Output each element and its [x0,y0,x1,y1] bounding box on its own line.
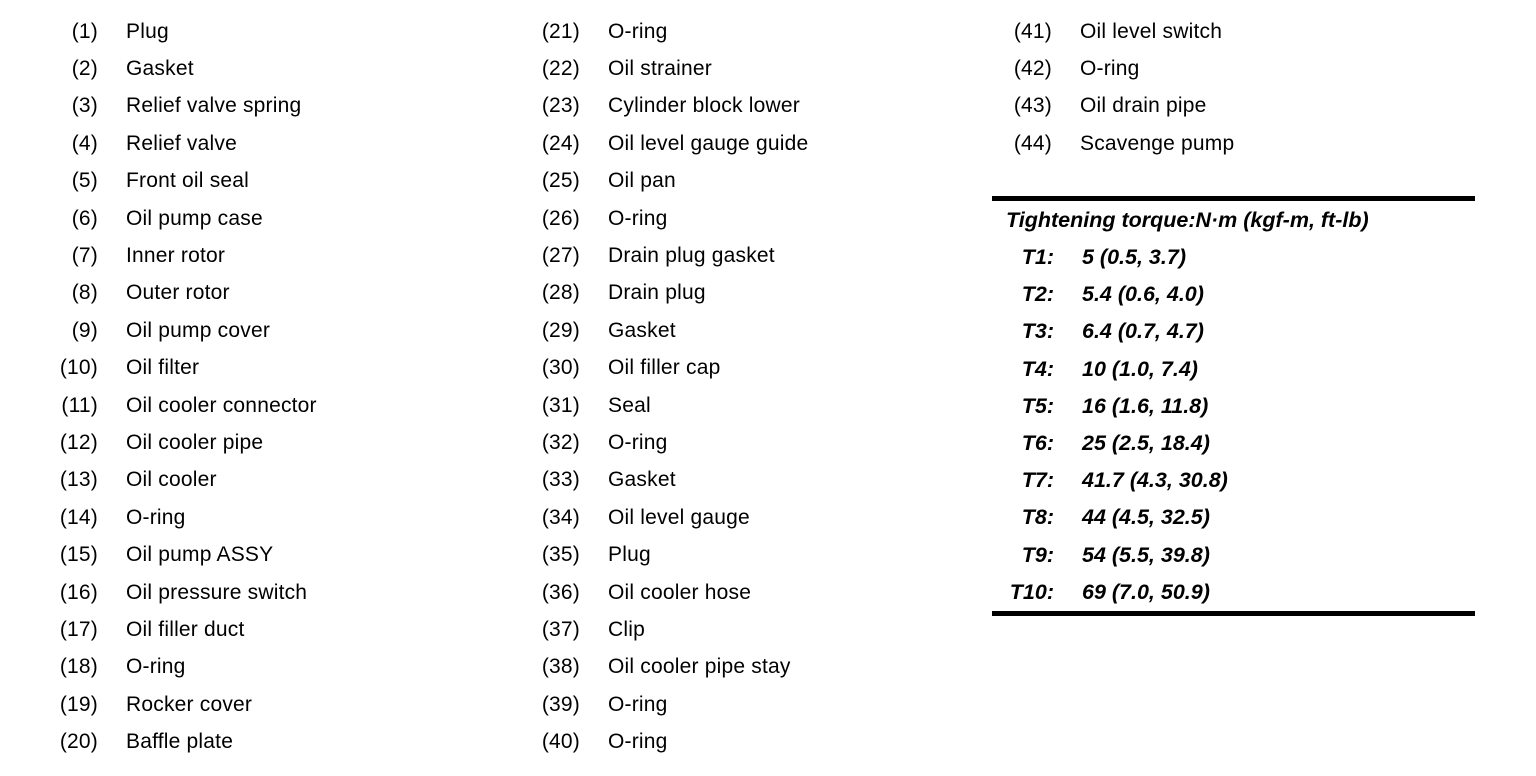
part-number: (7) [71,244,98,268]
part-name: Oil pump cover [126,318,271,342]
part-name: Gasket [608,318,676,342]
part-name: O-ring [126,505,186,529]
torque-row [992,462,1475,499]
part-number: (37) [541,617,580,641]
part-name: Oil drain pipe [1080,94,1207,118]
part-name: Plug [126,19,169,43]
part-number: (40) [541,730,580,754]
torque-value: 10 (1.0, 7.4) [1082,356,1198,381]
part-row [482,50,808,87]
part-number: (1) [71,19,98,43]
torque-label: T6: [1021,431,1054,456]
part-row [0,424,317,461]
torque-label: T8: [1021,505,1054,530]
part-row [482,350,808,387]
part-number: (3) [71,94,98,118]
part-name: Scavenge pump [1080,131,1235,155]
part-number: (19) [59,692,98,716]
part-row [0,387,317,424]
part-row [954,88,1234,125]
part-number: (21) [541,19,580,43]
part-number: (14) [59,505,98,529]
part-row [0,574,317,611]
part-row [482,424,808,461]
part-number: (9) [71,318,98,342]
part-number: (34) [541,505,580,529]
part-row [0,499,317,536]
part-number: (12) [59,430,98,454]
torque-row [992,239,1475,276]
part-row [482,611,808,648]
part-name: Outer rotor [126,281,230,305]
part-row [482,88,808,125]
part-row [482,125,808,162]
part-number: (20) [59,730,98,754]
part-name: O-ring [608,730,668,754]
part-row [482,312,808,349]
part-number: (13) [59,468,98,492]
torque-label: T7: [1021,468,1054,493]
part-name: Oil level gauge [608,505,750,529]
part-name: Gasket [608,468,676,492]
part-number: (43) [1013,94,1052,118]
torque-value: 69 (7.0, 50.9) [1082,579,1210,604]
part-name: Oil cooler connector [126,393,317,417]
part-name: Oil filler duct [126,617,245,641]
part-number: (30) [541,356,580,380]
part-name: Oil pump ASSY [126,543,274,567]
part-name: Clip [608,617,645,641]
torque-value: 6.4 (0.7, 4.7) [1082,319,1204,344]
torque-row [992,313,1475,350]
part-name: Oil pressure switch [126,580,308,604]
torque-row [992,574,1475,611]
part-row [482,163,808,200]
torque-row [992,499,1475,536]
part-name: Drain plug [608,281,706,305]
part-number: (44) [1013,131,1052,155]
part-name: Relief valve spring [126,94,302,118]
part-name: Oil filter [126,356,200,380]
torque-value: 16 (1.6, 11.8) [1082,393,1209,418]
part-row [482,237,808,274]
part-name: Oil cooler hose [608,580,752,604]
part-row [0,350,317,387]
torque-label: T3: [1021,319,1054,344]
part-row [482,536,808,573]
part-name: Plug [608,543,651,567]
part-row [482,723,808,760]
part-name: Oil level gauge guide [608,131,809,155]
torque-value: 5 (0.5, 3.7) [1082,245,1186,270]
torque-row [992,425,1475,462]
part-number: (25) [541,169,580,193]
torque-label: T4: [1021,356,1054,381]
part-number: (41) [1013,19,1052,43]
part-name: Oil pump case [126,206,263,230]
part-name: O-ring [126,655,186,679]
part-number: (23) [541,94,580,118]
part-number: (39) [541,692,580,716]
torque-row [992,351,1475,388]
part-name: O-ring [608,692,668,716]
part-number: (4) [71,131,98,155]
part-name: Oil level switch [1080,19,1223,43]
torque-label: T5: [1021,393,1054,418]
part-row [0,312,317,349]
torque-row [992,276,1475,313]
part-name: Oil cooler [126,468,217,492]
part-row [482,387,808,424]
part-row [954,13,1234,50]
part-number: (8) [71,281,98,305]
part-row [482,462,808,499]
part-number: (5) [71,169,98,193]
part-name: Oil cooler pipe stay [608,655,791,679]
torque-value: 54 (5.5, 39.8) [1082,542,1210,567]
part-row [0,462,317,499]
part-number: (22) [541,57,580,81]
part-row [482,275,808,312]
torque-label: T9: [1021,542,1054,567]
part-number: (24) [541,131,580,155]
part-row [0,88,317,125]
torque-label: T2: [1021,282,1054,307]
part-row [0,237,317,274]
part-row [482,499,808,536]
part-number: (26) [541,206,580,230]
part-name: Drain plug gasket [608,244,775,268]
part-name: Gasket [126,57,194,81]
part-number: (33) [541,468,580,492]
part-name: Oil pan [608,169,676,193]
torque-value: 5.4 (0.6, 4.0) [1082,282,1204,307]
torque-label: T10: [1009,579,1054,604]
parts-list-column-3 [954,13,1234,163]
torque-value: 25 (2.5, 18.4) [1082,431,1210,456]
part-number: (27) [541,244,580,268]
part-number: (11) [61,393,98,417]
part-row [0,611,317,648]
part-number: (28) [541,281,580,305]
part-name: Rocker cover [126,692,253,716]
part-row [954,125,1234,162]
torque-value: 41.7 (4.3, 30.8) [1082,468,1228,493]
part-name: Inner rotor [126,244,226,268]
part-number: (2) [71,57,98,81]
part-name: Front oil seal [126,169,250,193]
part-name: Baffle plate [126,730,234,754]
torque-table [992,196,1475,616]
part-row [0,686,317,723]
part-number: (15) [59,543,98,567]
part-row [0,723,317,760]
part-row [954,50,1234,87]
part-row [0,649,317,686]
part-name: Cylinder block lower [608,94,800,118]
part-row [0,50,317,87]
torque-table-title: Tightening torque:N·m (kgf-m, ft-lb) [1006,207,1369,232]
part-row [0,536,317,573]
part-name: Seal [608,393,651,417]
part-number: (16) [59,580,98,604]
part-number: (35) [541,543,580,567]
part-row [482,649,808,686]
part-number: (38) [541,655,580,679]
part-row [482,686,808,723]
part-number: (31) [541,393,580,417]
torque-row [992,537,1475,574]
part-name: Oil strainer [608,57,712,81]
part-name: Relief valve [126,131,237,155]
part-row [482,574,808,611]
part-row [0,200,317,237]
torque-value: 44 (4.5, 32.5) [1082,505,1210,530]
part-row [0,275,317,312]
part-row [482,13,808,50]
parts-list-column-1 [0,13,317,761]
part-number: (6) [71,206,98,230]
part-name: O-ring [608,430,668,454]
part-row [0,163,317,200]
part-name: Oil cooler pipe [126,430,264,454]
part-name: Oil filler cap [608,356,721,380]
part-name: O-ring [1080,57,1140,81]
part-number: (32) [541,430,580,454]
part-row [482,200,808,237]
part-name: O-ring [608,206,668,230]
part-number: (36) [541,580,580,604]
torque-label: T1: [1021,245,1054,270]
part-number: (18) [59,655,98,679]
part-number: (17) [59,617,98,641]
parts-list-column-2 [482,13,808,761]
torque-row [992,388,1475,425]
part-row [0,125,317,162]
part-number: (29) [541,318,580,342]
part-number: (10) [59,356,98,380]
part-number: (42) [1013,57,1052,81]
part-row [0,13,317,50]
part-name: O-ring [608,19,668,43]
